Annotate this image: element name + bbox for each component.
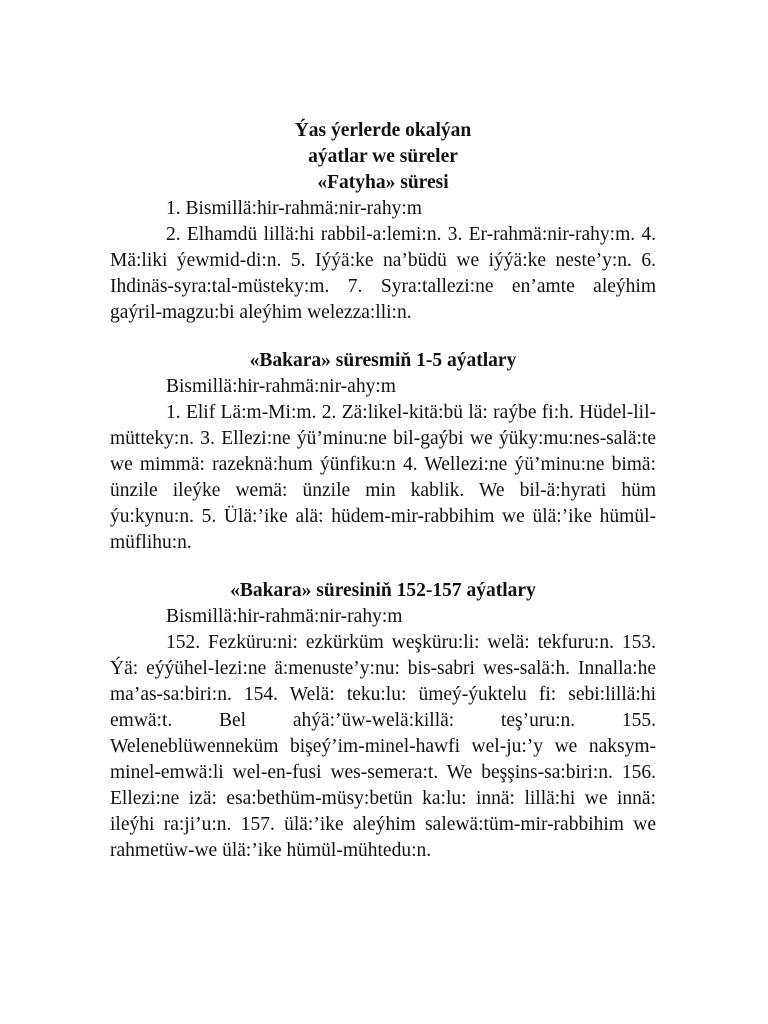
section-basmala: Bismillä:hir-rahmä:nir-rahy:m — [166, 606, 403, 627]
section-spacer — [110, 326, 656, 348]
section-bakara-1-5 — [110, 348, 656, 556]
section-body: 2. Elhamdü lillä:hi rabbil-a:lemi:n. 3. Er-rahmä:nir-rahy:m. 4. Mä:liki ýewmid-di:n. 5. Iýýä:ke na’büdü we iýýä:ke neste’y:n. 6. Ihdinäs-syra:tal-müsteky:m. 7. Syra:tallezi:ne en’amte aleýhim gaýril-magzu:bi aleýhim welezza:lli:n. — [110, 224, 656, 323]
document-title-line-2: aýatlar we süreler — [308, 146, 458, 167]
section-body: 152. Fezküru:ni: ezkürküm weşküru:li: welä: tekfuru:n. 153. Ýä: eýýühel-lezi:ne ä:menuste’y:nu: bis-sabri wes-salä:h. Innalla:he ma’as-sa:biri:n. 154. Welä: teku:lu: ümeý-ýuktelu fi: sebi:lillä:hi emwä:t. Bel ahýä:’üw-welä:killä: teş’uru:n. 155. Weleneblüwenneküm bişeý’im-minel-hawfi wel-ju:’y we naksym-minel-emwä:li wel-en-fusi wes-semera:t. We beşşins-sa:biri:n. 156. Ellezi:ne izä: esa:bethüm-müsy:betün ka:lu: innä: lillä:hi we innä: ileýhi ra:ji’u:n. 157. ülä:’ike aleýhim salewä:tüm-mir-rabbihim we rahmetüw-we ülä:’ike hümül-mühtedu:n. — [110, 632, 656, 861]
document-title-line-1: Ýas ýerlerde okalýan — [294, 120, 472, 141]
section-fatyha — [110, 170, 656, 326]
section-basmala: Bismillä:hir-rahmä:nir-ahy:m — [166, 376, 396, 397]
section-heading: «Fatyha» süresi — [317, 172, 449, 193]
section-spacer — [110, 556, 656, 578]
document-page — [110, 118, 656, 864]
section-bakara-152-157 — [110, 578, 656, 864]
section-basmala: 1. Bismillä:hir-rahmä:nir-rahy:m — [166, 198, 422, 219]
section-heading: «Bakara» süresiniň 152-157 aýatlary — [230, 580, 536, 601]
section-body: 1. Elif Lä:m-Mi:m. 2. Zä:likel-kitä:bü lä: raýbe fi:h. Hüdel-lil-mütteky:n. 3. Ellezi:ne ýü’minu:ne bil-gaýbi we ýüky:mu:nes-salä:te we mimmä: razeknä:hum ýünfiku:n 4. Wellezi:ne ýü’minu:ne bimä: ünzile ileýke wemä: ünzile min kablik. We bil-ä:hyrati hüm ýu:kynu:n. 5. Ülä:’ike alä: hüdem-mir-rabbihim we ülä:’ike hümül-müflihu:n. — [110, 402, 656, 553]
section-heading: «Bakara» süresmiň 1-5 aýatlary — [249, 350, 517, 371]
